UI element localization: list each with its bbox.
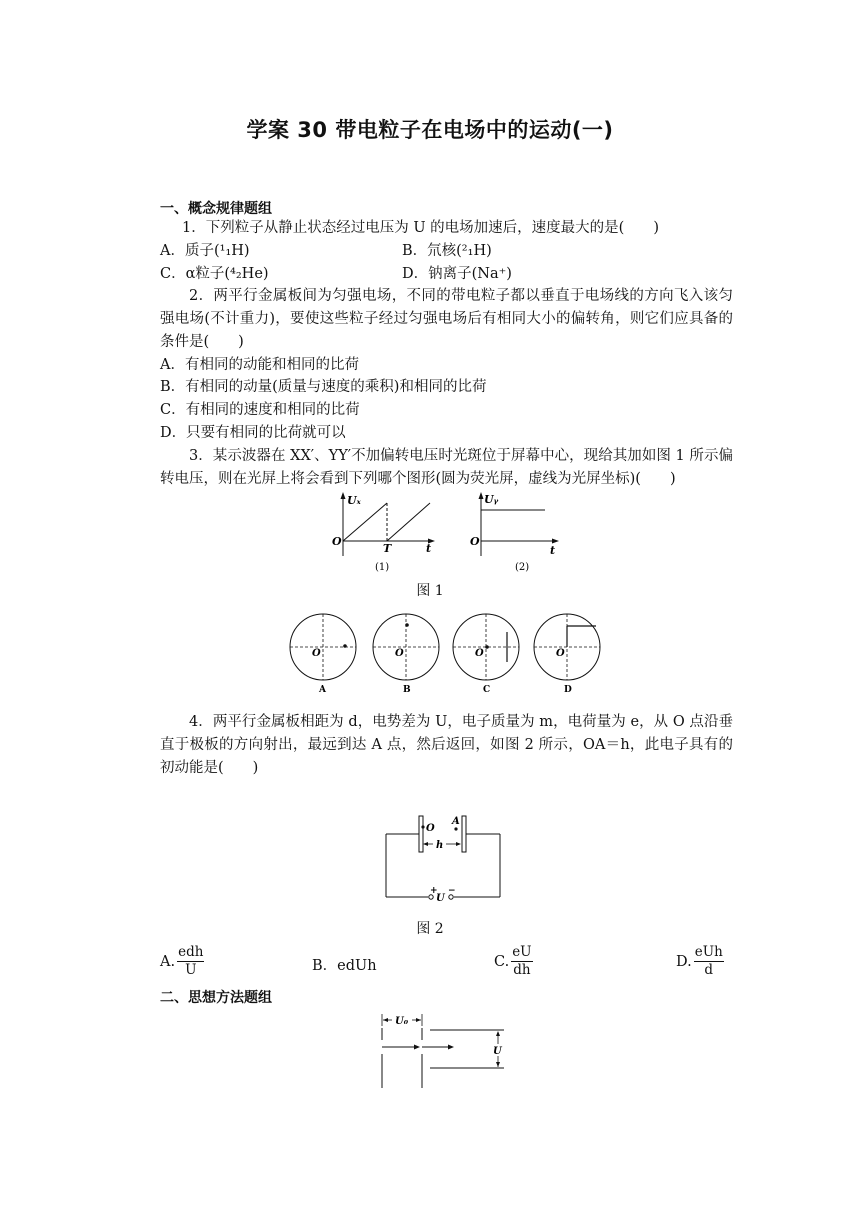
q4-option-d bbox=[676, 944, 724, 979]
screen-d bbox=[534, 614, 600, 695]
page-title: 学案 30 带电粒子在电场中的运动(一) bbox=[246, 118, 614, 142]
figure-2-minus: − bbox=[448, 886, 456, 896]
figure-1-screens bbox=[286, 608, 606, 696]
q1-option-a: A．质子(¹₁H) bbox=[160, 243, 250, 259]
screen-c bbox=[453, 614, 519, 695]
figure-1-caption: 图 1 bbox=[416, 583, 444, 599]
graph-2-ylabel: Uᵧ bbox=[484, 493, 499, 506]
q4-option-d-numerator: eUh bbox=[694, 944, 723, 960]
q4-choices bbox=[160, 944, 740, 984]
section-heading-methods: 二、思想方法题组 bbox=[160, 990, 272, 1006]
section-heading-concepts: 一、概念规律题组 bbox=[160, 201, 272, 217]
q4-option-a-prefix: A. bbox=[160, 953, 176, 970]
figure-3-u0-label: U₀ bbox=[395, 1016, 409, 1027]
q4-option-d-prefix: D. bbox=[676, 953, 692, 970]
q1-option-c: C．α粒子(⁴₂He) bbox=[160, 266, 269, 282]
q2-stem: 2．两平行金属板间为匀强电场，不同的带电粒子都以垂直于电场线的方向飞入该匀强电场(不计重力)，要使这些粒子经过匀强电场后有相同大小的偏转角，则它们应具备的条件是( ) bbox=[160, 288, 733, 350]
graph-1-label: (1) bbox=[375, 562, 390, 573]
q4-option-c-fraction bbox=[511, 944, 532, 979]
graph-2-origin: O bbox=[470, 535, 480, 548]
screen-d-label: D bbox=[564, 685, 572, 695]
graph-1-ylabel: Uₓ bbox=[347, 494, 361, 507]
figure-3-u-label: U bbox=[493, 1046, 502, 1057]
figure-2-u-label: U bbox=[436, 893, 445, 904]
q1-option-d: D．钠离子(Na⁺) bbox=[402, 266, 512, 282]
q4-option-c-numerator: eU bbox=[512, 944, 532, 960]
q4-option-a bbox=[160, 944, 204, 979]
graph-1-xlabel: t bbox=[426, 542, 432, 555]
screen-b-label: B bbox=[403, 685, 411, 695]
screen-b-origin: O bbox=[395, 648, 404, 659]
figure-2-h-label: h bbox=[436, 840, 444, 851]
graph-1 bbox=[332, 492, 435, 573]
q4-option-b bbox=[312, 954, 377, 975]
q4-stem: 4．两平行金属板相距为 d，电势差为 U，电子质量为 m，电荷量为 e，从 O 点沿垂直于极板的方向射出，最远到达 A 点，然后返回，如图 2 所示，OA＝h，此电子具有的初动能是( ) bbox=[160, 714, 733, 776]
screen-d-origin: O bbox=[556, 648, 565, 659]
q2-option-a: A．有相同的动能和相同的比荷 bbox=[160, 357, 359, 373]
q3-stem: 3．某示波器在 XX′、YY′不加偏转电压时光斑位于屏幕中心，现给其加如图 1 所示偏转电压，则在光屏上将会看到下列哪个图形(圆为荧光屏，虚线为光屏坐标)( ) bbox=[160, 448, 733, 487]
q4-option-a-numerator: edh bbox=[178, 944, 204, 960]
q1-stem: 1．下列粒子从静止状态经过电压为 U 的电场加速后，速度最大的是( ) bbox=[182, 220, 659, 236]
q2-option-b: B．有相同的动量(质量与速度的乘积)和相同的比荷 bbox=[160, 379, 487, 395]
graph-2-xlabel: t bbox=[550, 544, 556, 557]
q2-option-c: C．有相同的速度和相同的比荷 bbox=[160, 402, 360, 418]
figure-2-plus: + bbox=[430, 886, 438, 896]
q4-option-b-text: B．edUh bbox=[312, 958, 377, 974]
figure-2-point-o: O bbox=[426, 823, 435, 834]
screen-a bbox=[290, 614, 356, 695]
q4-option-c-prefix: C. bbox=[494, 953, 510, 970]
screen-c-label: C bbox=[483, 685, 491, 695]
q4-option-c bbox=[494, 944, 533, 979]
figure-3-partial bbox=[372, 1010, 512, 1090]
figure-2-point-a: A bbox=[452, 816, 460, 827]
q4-option-d-fraction bbox=[694, 944, 724, 979]
graph-1-tick: T bbox=[383, 542, 392, 555]
screen-b bbox=[373, 614, 439, 695]
q4-option-c-denominator: dh bbox=[513, 962, 531, 978]
graph-2-label: (2) bbox=[515, 562, 530, 573]
q4-option-a-fraction bbox=[177, 944, 204, 979]
screen-c-origin: O bbox=[475, 648, 484, 659]
figure-2-circuit bbox=[380, 808, 520, 904]
graph-2 bbox=[470, 492, 559, 573]
screen-a-label: A bbox=[319, 685, 326, 695]
figure-2-caption: 图 2 bbox=[416, 921, 444, 937]
q2-option-d: D．只要有相同的比荷就可以 bbox=[160, 425, 346, 441]
figure-1-graphs bbox=[325, 490, 565, 578]
screen-a-origin: O bbox=[312, 648, 321, 659]
q4-option-d-denominator: d bbox=[704, 962, 714, 978]
graph-1-origin: O bbox=[332, 535, 342, 548]
q4-option-a-denominator: U bbox=[185, 962, 197, 978]
q1-option-b: B．氘核(²₁H) bbox=[402, 243, 492, 259]
